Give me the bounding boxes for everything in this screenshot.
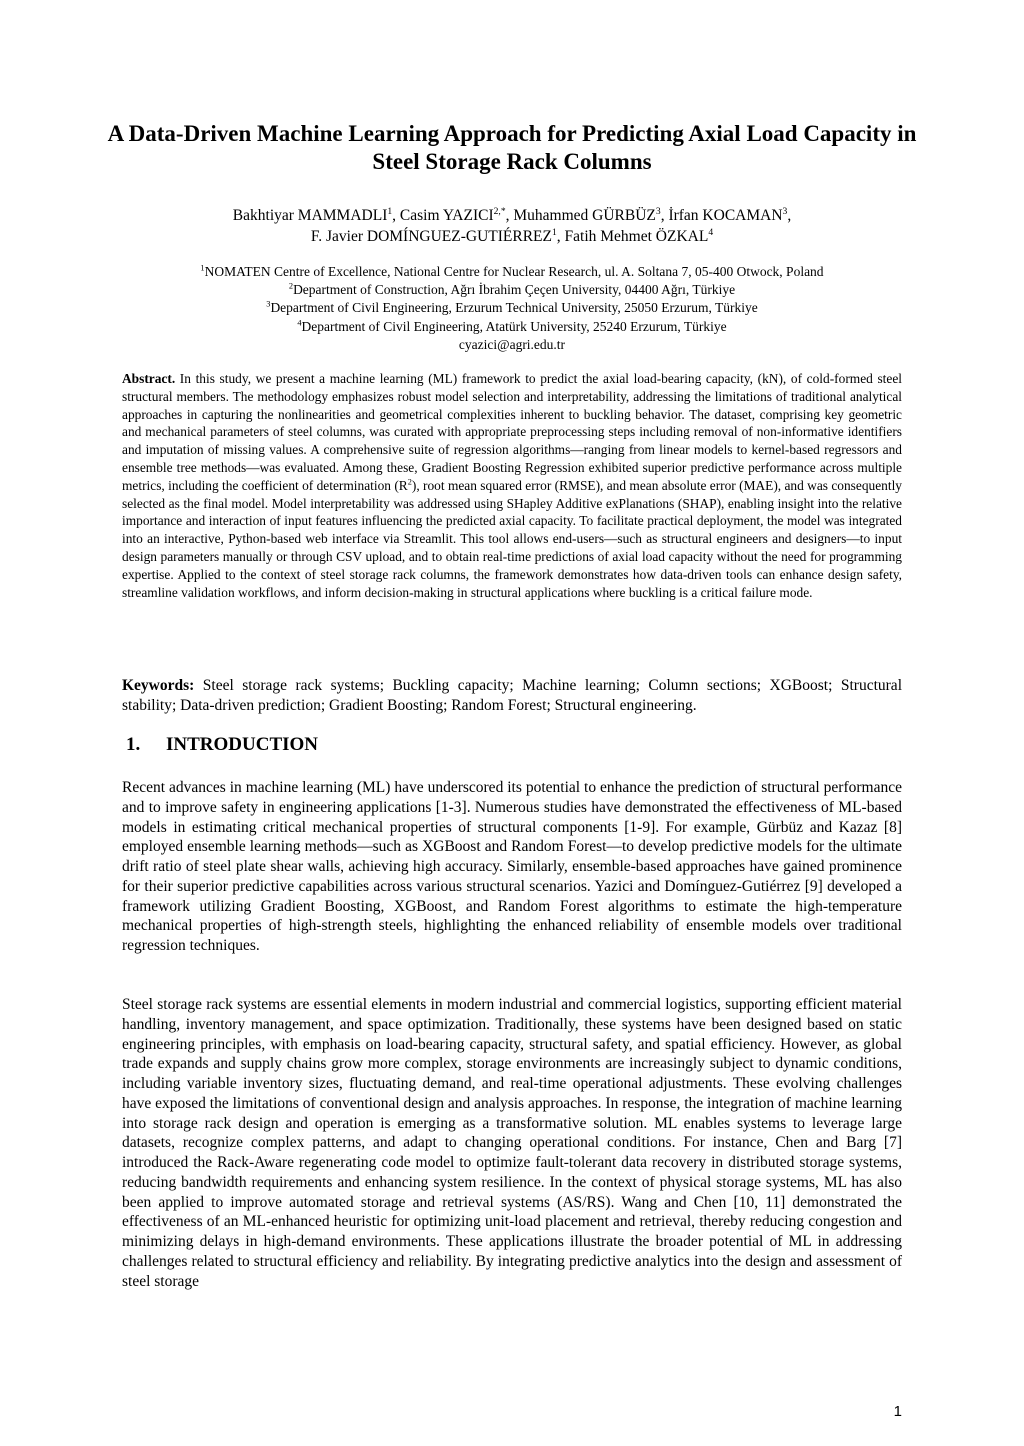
author-affil-sup: 3 — [782, 205, 788, 217]
section-number: 1. — [126, 734, 141, 755]
author-name: Casim YAZICI — [399, 207, 494, 224]
affiliation-line — [100, 299, 924, 317]
paper-title: A Data-Driven Machine Learning Approach for Predicting Axial Load Capacity in Steel Storage Rack Columns — [107, 121, 917, 174]
author-name: Muhammed GÜRBÜZ — [513, 207, 656, 224]
author-separator: , — [660, 207, 669, 224]
keywords-label: Keywords: — [122, 677, 195, 694]
section-title: INTRODUCTION — [166, 734, 319, 755]
abstract-text-a: In this study, we present a machine learning (ML) framework to predict the axial load-bearing capacity, (kN), of cold-formed steel structural members. The methodology emphasizes robust model selection and interpretability, addressing the limitations of traditional analytical approaches in capturing the nonlinearities and geometrical complexities inherent to buckling behavior. The dataset, comprising key geometric and mechanical parameters of steel columns, was curated with appropriate preprocessing steps including removal of non-informative identifiers and imputation of missing values. A comprehensive suite of regression algorithms—ranging from linear models to kernel-based regressors and ensemble tree methods—was evaluated. Among these, Gradient Boosting Regression exhibited superior predictive performance across multiple metrics, including the coefficient of determination (R — [122, 371, 902, 493]
affiliation-line — [100, 318, 924, 336]
affiliation-text: Department of Civil Engineering, Atatürk University, 25240 Erzurum, Türkiye — [301, 318, 727, 334]
author-affil-sup: 3 — [655, 205, 661, 217]
corresponding-email — [100, 336, 924, 354]
body-paragraph: Recent advances in machine learning (ML) have underscored its potential to enhance the prediction of structural performance and to improve safety in engineering applications [1-3]. Numerous studies have demonstrated the effectiveness of ML-based models in estimating critical mechanical properties of structural components [1-9]. For example, Gürbüz and Kazaz [8] employed ensemble learning methods—such as XGBoost and Random Forest—to develop predictive models for the ultimate drift ratio of steel plate shear walls, achieving high accuracy. Similarly, ensemble-based approaches have gained prominence for their superior predictive capabilities across various structural scenarios. Yazici and Domínguez-Gutiérrez [9] developed a framework utilizing Gradient Boosting, XGBoost, and Random Forest algorithms to estimate the high-temperature mechanical properties of high-strength steels, highlighting the enhanced reliability of ensemble models over traditional regression techniques. — [122, 779, 902, 954]
abstract-sup: 2 — [407, 477, 412, 487]
author-affil-sup: 1 — [551, 226, 557, 238]
author-separator: , — [505, 207, 514, 224]
affiliation-sup: 2 — [288, 281, 294, 291]
abstract-label: Abstract. — [122, 371, 176, 386]
keywords — [122, 676, 902, 716]
author-line-1 — [100, 205, 924, 226]
author-separator: , — [556, 228, 565, 245]
author-name: İrfan KOCAMAN — [668, 207, 783, 224]
affiliation-list — [100, 263, 924, 354]
affiliation-line — [100, 281, 924, 299]
section-heading — [122, 734, 318, 756]
affiliation-sup: 3 — [266, 299, 271, 309]
affiliation-sup: 1 — [200, 263, 205, 273]
affiliation-text: Department of Civil Engineering, Erzurum Technical University, 25050 Erzurum, Türkiye — [270, 300, 758, 316]
author-separator: , — [787, 207, 792, 224]
author-affil-sup: 4 — [708, 226, 714, 238]
author-separator: , — [392, 207, 400, 224]
author-affil-sup: 2,* — [493, 205, 506, 217]
abstract — [122, 370, 902, 601]
page-number: 1 — [893, 1403, 902, 1420]
author-name: F. Javier DOMÍNGUEZ-GUTIÉRREZ — [310, 228, 552, 245]
affiliation-line — [100, 263, 924, 281]
email-text: cyazici@agri.edu.tr — [458, 336, 566, 352]
affiliation-sup: 4 — [297, 318, 302, 328]
author-list — [100, 205, 924, 247]
abstract-text-b: ), root mean squared error (RMSE), and mean absolute error (MAE), and was consequently selected as the final model. Model interpretability was addressed using SHapley Additive exPlanations (SHAP), enabling insight into the relative importance and interaction of input features influencing the predicted axial capacity. To facilitate practical deployment, the model was integrated into an interactive, Python-based web interface via Streamlit. This tool allows end-users—such as structural engineers and designers—to input design parameters manually or through CSV upload, and to obtain real-time predictions of axial load capacity without the need for programming expertise. Applied to the context of steel storage rack columns, the framework demonstrates how data-driven tools can enhance design safety, streamline validation workflows, and inform decision-making in structural applications where buckling is a critical failure mode. — [122, 477, 902, 600]
author-name: Bakhtiyar MAMMADLI — [232, 207, 388, 224]
author-line-2 — [100, 226, 924, 247]
affiliation-text: NOMATEN Centre of Excellence, National Centre for Nuclear Research, ul. A. Soltana 7, 05-400 Otwock, Poland — [204, 264, 824, 279]
affiliation-text: Department of Construction, Ağrı İbrahim Çeçen University, 04400 Ağrı, Türkiye — [293, 282, 736, 298]
body-paragraph: Steel storage rack systems are essential elements in modern industrial and commercial logistics, supporting efficient material handling, inventory management, and space optimization. Traditionally, these systems have been designed based on static engineering principles, with emphasis on load-bearing capacity, structural safety, and spatial efficiency. However, as global trade expands and supply chains grow more complex, storage environments are increasingly subject to dynamic conditions, including variable inventory sizes, fluctuating demand, and real-time operational adjustments. These evolving challenges have exposed the limitations of conventional design and analysis approaches. In response, the integration of machine learning into storage rack design and operation is emerging as a transformative solution. ML enables systems to leverage large datasets, recognize complex patterns, and adapt to changing operational conditions. For instance, Chen and Barg [7] introduced the Rack-Aware regenerating code model to optimize fault-tolerant data recovery in distributed storage systems, reducing bandwidth requirements and enhancing system resilience. In the context of physical storage systems, ML has also been applied to improve automated storage and retrieval systems (AS/RS). Wang and Chen [10, 11] demonstrated the effectiveness of an ML-enhanced heuristic for optimizing unit-load placement and retrieval, thereby reducing congestion and minimizing delays in high-demand environments. These applications illustrate the broader potential of ML in addressing challenges related to structural efficiency and reliability. By integrating predictive analytics into the design and assessment of steel storage — [122, 996, 902, 1290]
keywords-text: Steel storage rack systems; Buckling capacity; Machine learning; Column sections; XGBoost; Structural stability; Data-driven prediction; Gradient Boosting; Random Forest; Structural engineering. — [122, 677, 902, 714]
author-name: Fatih Mehmet ÖZKAL — [564, 228, 709, 245]
author-affil-sup: 1 — [387, 205, 393, 217]
